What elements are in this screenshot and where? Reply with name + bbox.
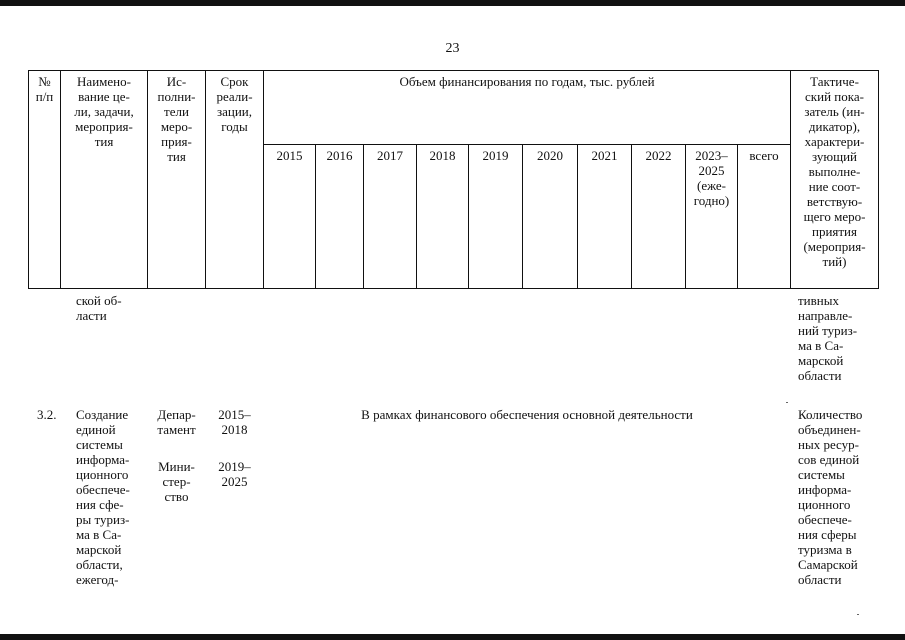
continuation-name: ской об- ласти — [76, 293, 122, 323]
year-header-2021: 2021 — [591, 148, 618, 163]
year-header-2018: 2018 — [429, 148, 456, 163]
col-divider-funding — [263, 70, 264, 289]
year-header-2022: 2022 — [645, 148, 672, 163]
table-top-rule — [28, 70, 879, 71]
table-header-bottom-rule — [28, 288, 879, 289]
bottom-border-band — [0, 634, 905, 640]
top-border-band — [0, 0, 905, 6]
year-divider-2016 — [315, 144, 316, 289]
row-3-2-number: 3.2. — [37, 407, 57, 422]
year-header-2019: 2019 — [482, 148, 509, 163]
header-goal-name: Наимено- вание це- ли, задачи, мероприя- тия — [74, 74, 134, 149]
header-executors: Ис- полни- тели меро- прия- тия — [157, 74, 196, 164]
header-indicator: Тактиче- ский пока- затель (ин- дикатор), характери- зующий выполне- ние соот- ветствую- щего меро- приятия (мероприя- тий) — [803, 74, 866, 269]
page-number: 23 — [445, 41, 460, 56]
year-divider-2022 — [631, 144, 632, 289]
year-header-2015: 2015 — [276, 148, 303, 163]
header-funding: Объем финансирования по годам, тыс. рублей — [399, 74, 655, 89]
table-right-border — [878, 70, 879, 289]
header-term: Срок реали- зации, годы — [216, 74, 253, 134]
row-3-2-funding: В рамках финансового обеспечения основной деятельности — [361, 407, 693, 422]
scan-speck — [786, 402, 788, 403]
year-divider-2020 — [522, 144, 523, 289]
scan-speck — [857, 614, 859, 615]
row-3-2-indicator: Количество объединен- ных ресур- сов единой системы информа- ционного обеспече- ния сферы туризма в Самарской области — [798, 407, 863, 587]
year-divider-2019 — [468, 144, 469, 289]
year-header-2023-2025: 2023– 2025 (еже- годно) — [693, 148, 730, 208]
year-divider-2017 — [363, 144, 364, 289]
year-header-2020: 2020 — [537, 148, 563, 163]
row-3-2-name: Создание единой системы информа- ционного обеспече- ния сфе- ры туриз- ма в Са- марской области, ежегод- — [76, 407, 130, 587]
year-header-total: всего — [749, 148, 779, 163]
year-divider-total — [737, 144, 738, 289]
year-header-2017: 2017 — [377, 148, 403, 163]
years-row-rule — [263, 144, 790, 145]
continuation-indicator: тивных направле- ний туриз- ма в Са- марской области — [798, 293, 858, 383]
row-3-2-term-second: 2019– 2025 — [218, 459, 251, 489]
row-3-2-term-first: 2015– 2018 — [218, 407, 251, 437]
year-divider-2021 — [577, 144, 578, 289]
row-3-2-executor-department: Депар- тамент — [157, 407, 196, 437]
row-3-2-executor-ministry: Мини- стер- ство — [158, 459, 195, 504]
header-number: № п/п — [35, 74, 54, 104]
year-header-2016: 2016 — [326, 148, 353, 163]
year-divider-2018 — [416, 144, 417, 289]
